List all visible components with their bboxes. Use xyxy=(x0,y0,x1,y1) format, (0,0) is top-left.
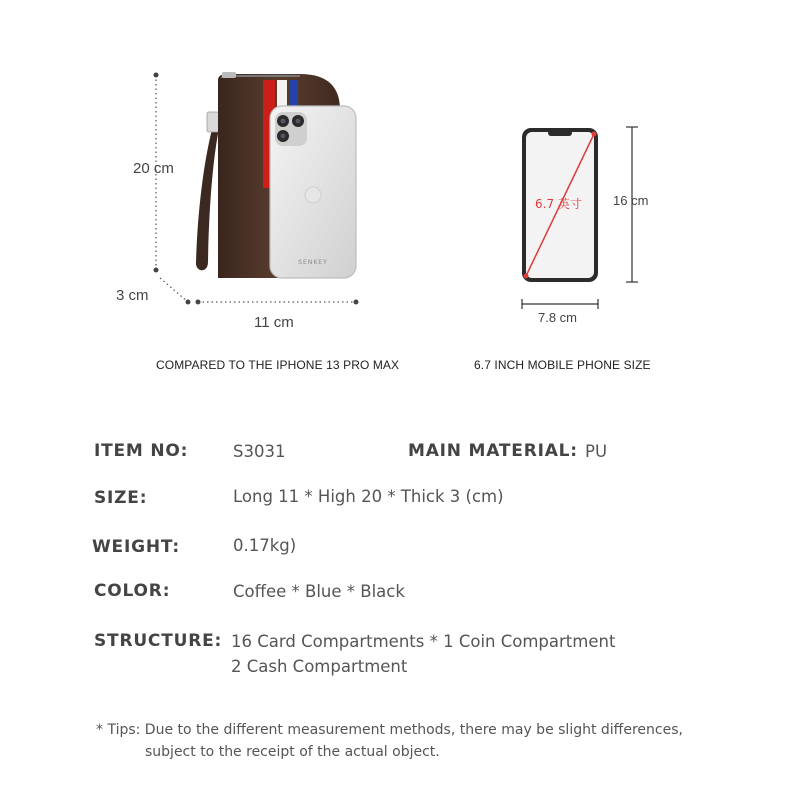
color-label: COLOR: xyxy=(94,581,171,601)
phone-width-dimension xyxy=(522,299,598,309)
iphone-illustration xyxy=(270,106,356,278)
phone-size-illustration xyxy=(500,110,670,330)
thickness-dimension-line xyxy=(160,278,191,305)
item-no-label: ITEM NO: xyxy=(94,441,189,461)
tips-line1: * Tips: Due to the different measurement methods, there may be slight differences, xyxy=(96,722,683,738)
size-label: SIZE: xyxy=(94,488,148,508)
height-label: 20 cm xyxy=(133,160,174,177)
wallet-illustration xyxy=(0,0,400,340)
main-material-label: MAIN MATERIAL: xyxy=(408,441,578,461)
structure-value-line2: 2 Cash Compartment xyxy=(231,657,408,676)
structure-value-line1: 16 Card Compartments * 1 Coin Compartment xyxy=(231,632,616,651)
thickness-label: 3 cm xyxy=(116,287,149,304)
main-material-value: PU xyxy=(585,442,608,461)
weight-label: WEIGHT: xyxy=(92,537,180,557)
left-figure-caption: COMPARED TO THE IPHONE 13 PRO MAX xyxy=(156,358,400,372)
wrist-strap xyxy=(196,112,220,270)
phone-brand-text: SENKEY xyxy=(298,259,328,266)
structure-label: STRUCTURE: xyxy=(94,631,223,651)
width-dimension-line xyxy=(196,300,359,305)
weight-value: 0.17kg) xyxy=(233,536,297,555)
width-label: 11 cm xyxy=(254,314,294,331)
size-value: Long 11 * High 20 * Thick 3 (cm) xyxy=(233,487,504,506)
phone-height-label: 16 cm xyxy=(613,193,649,208)
right-figure-caption: 6.7 INCH MOBILE PHONE SIZE xyxy=(474,358,651,372)
phone-width-label: 7.8 cm xyxy=(538,310,578,325)
item-no-value: S3031 xyxy=(233,442,286,461)
color-value: Coffee * Blue * Black xyxy=(233,582,405,601)
tips-line2: subject to the receipt of the actual object. xyxy=(145,744,440,760)
diagonal-label: 6.7 英寸 xyxy=(535,197,582,211)
